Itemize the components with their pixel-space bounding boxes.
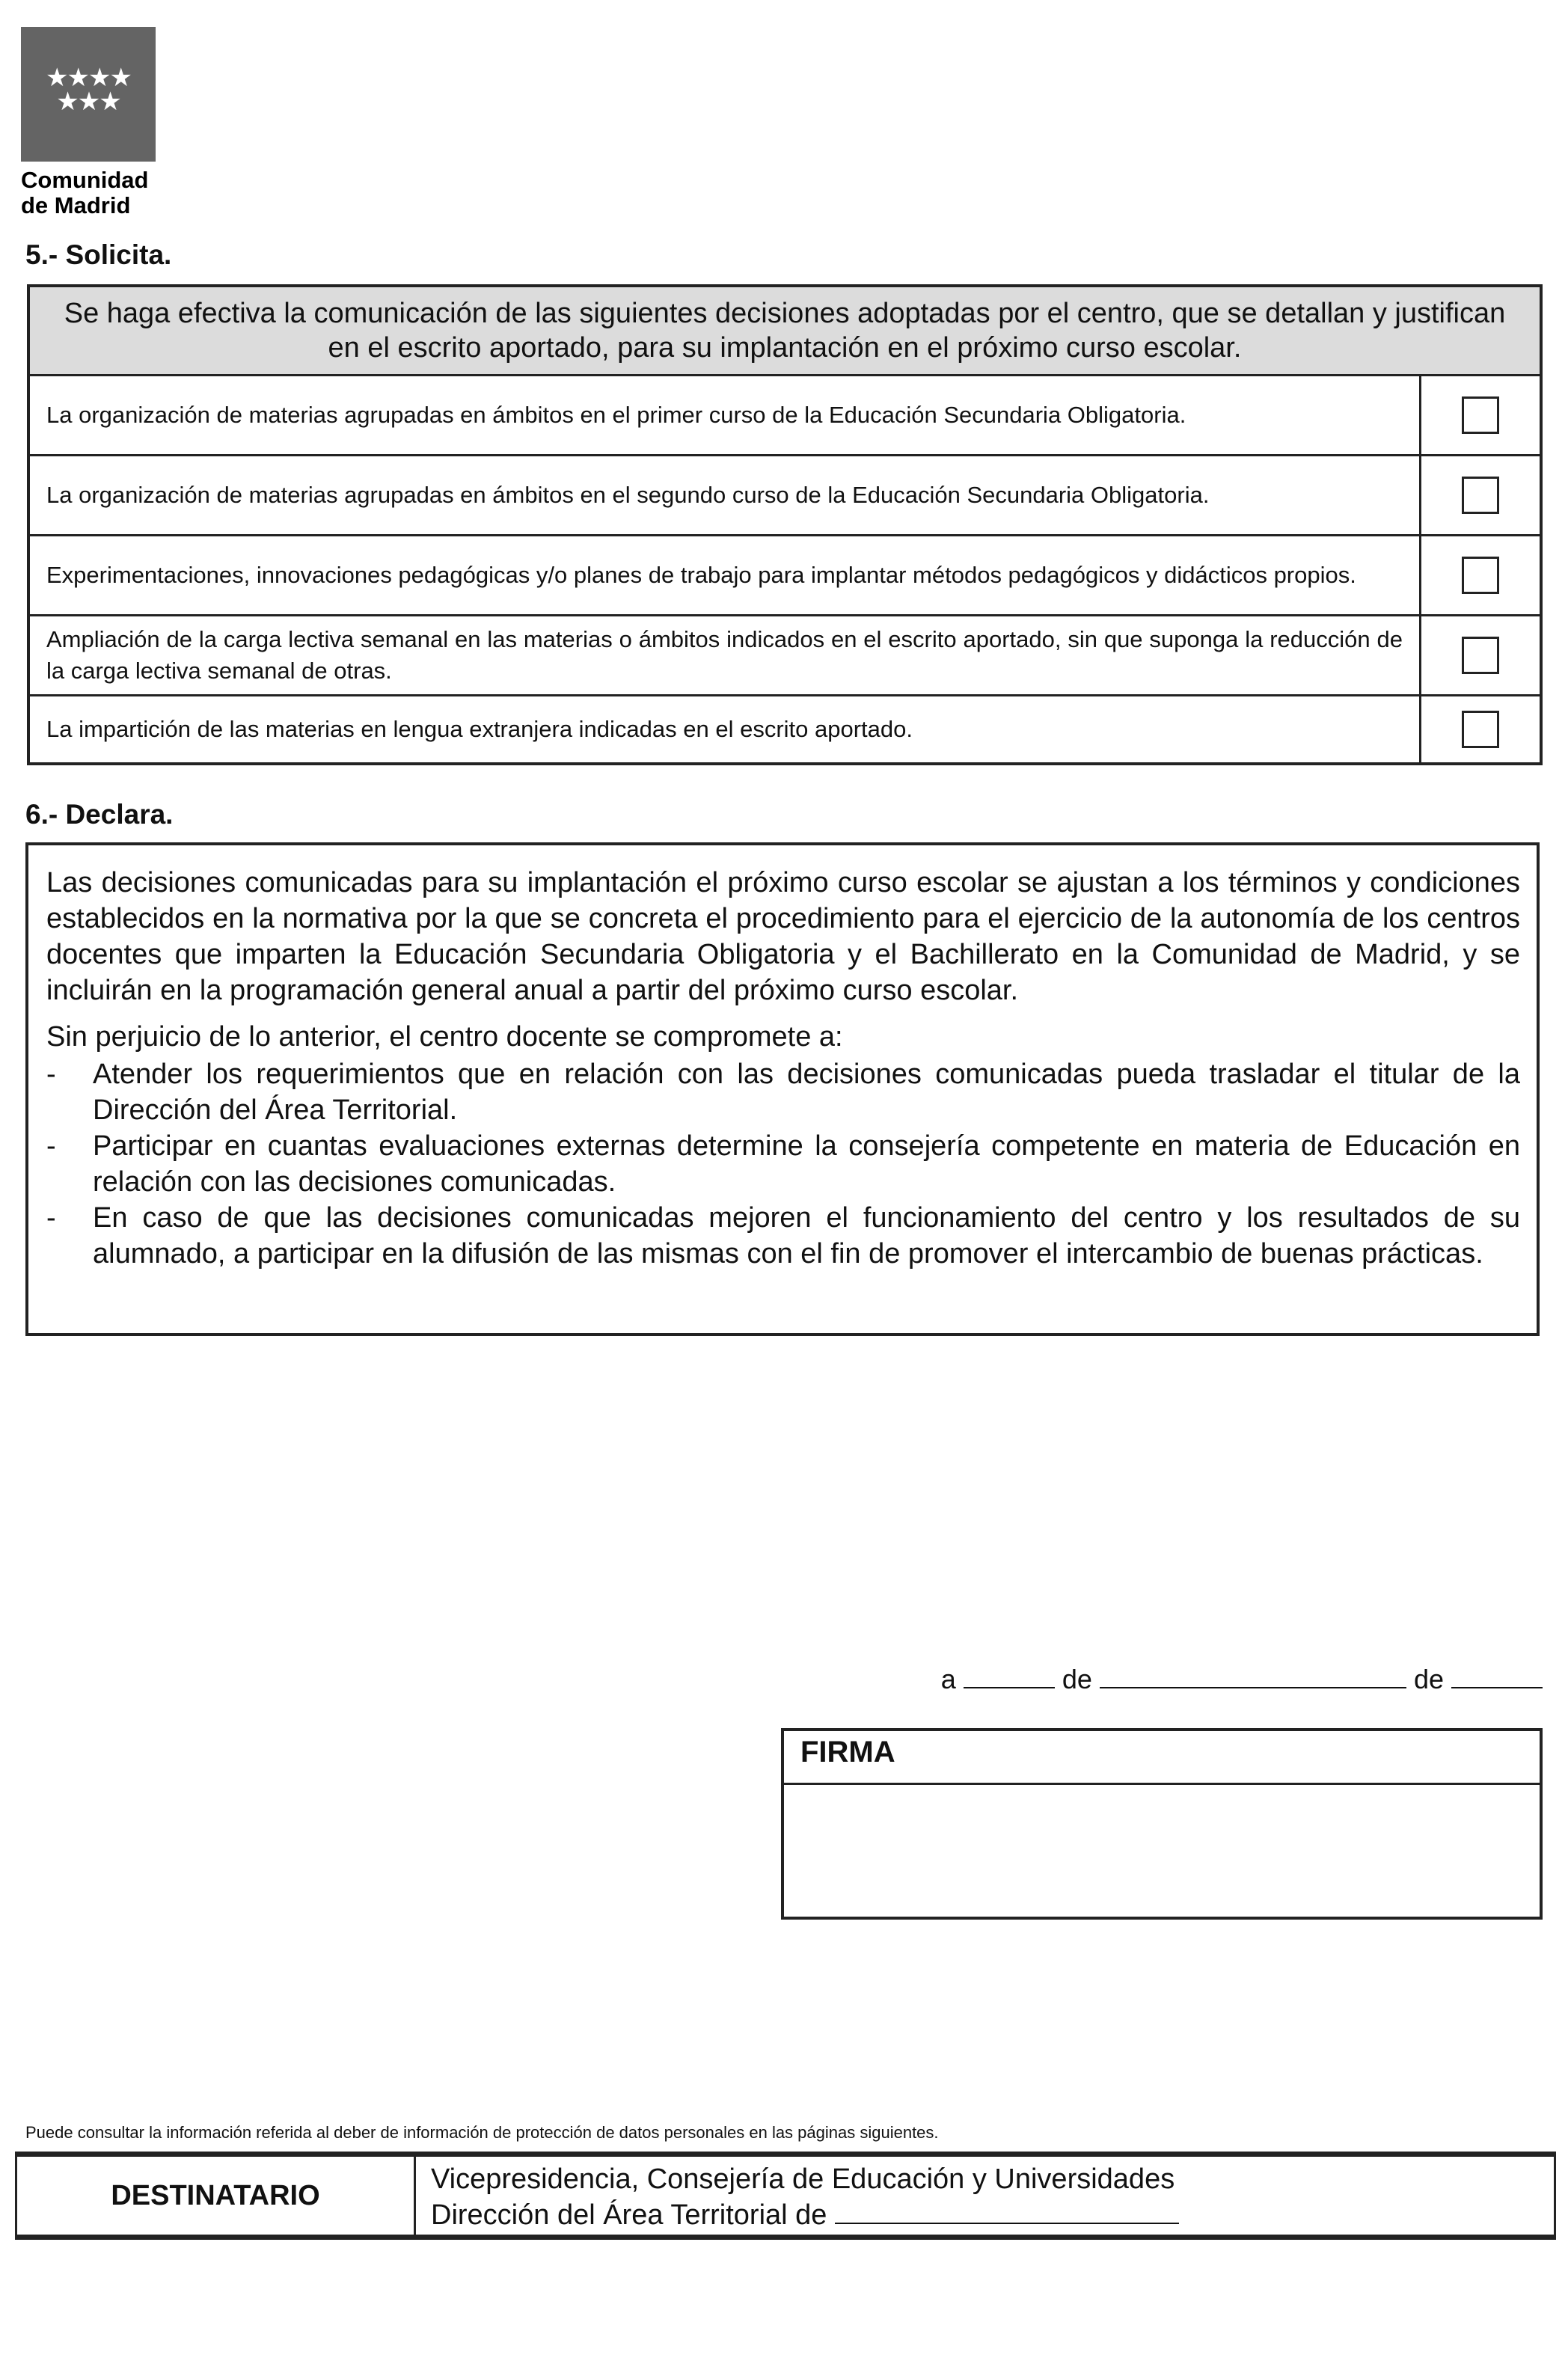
stars-icon: ★★★★ ★★★ — [46, 64, 131, 116]
signature-box[interactable] — [781, 1728, 1543, 1920]
checkbox[interactable] — [1462, 396, 1499, 434]
destinatario-value — [416, 2157, 1194, 2235]
list-item — [46, 1056, 1520, 1128]
day-field[interactable] — [964, 1666, 1055, 1688]
declara-paragraph: Las decisiones comunicadas para su implantación el próximo curso escolar se ajustan a los términos y condiciones establecidos en la normativa por la que se concreta el procedimiento para el ejercicio de la autonomía de los centros docentes que imparten la Educación Secundaria Obligatoria y el Bachillerato en la Comunidad de Madrid, y se incluirán en la programación general anual a partir del próximo curso escolar. — [46, 867, 1520, 1006]
destinatario-box — [15, 2152, 1556, 2240]
item-label: Experimentaciones, innovaciones pedagógicas y/o planes de trabajo para implantar métodos pedagógicos y didácticos propios. — [28, 536, 1421, 616]
checkbox[interactable] — [1462, 477, 1499, 514]
solicita-table — [27, 284, 1543, 765]
list-item-text: Atender los requerimientos que en relación con las decisiones comunicadas pueda trasladar el titular de la Dirección del Área Territorial. — [93, 1059, 1520, 1126]
area-territorial-field[interactable] — [835, 2202, 1179, 2224]
destinatario-line2: Dirección del Área Territorial de — [431, 2199, 827, 2231]
declara-title: 6.- Declara. — [25, 799, 174, 830]
logo-text — [21, 168, 149, 218]
list-item-text: Participar en cuantas evaluaciones externas determine la consejería competente en materia de Educación en relación con las decisiones comunicadas. — [93, 1130, 1520, 1198]
item-label: Ampliación de la carga lectiva semanal en las materias o ámbitos indicados en el escrito aportado, sin que suponga la reducción de la carga lectiva semanal de otras. — [28, 616, 1421, 696]
solicita-title: 5.- Solicita. — [25, 239, 172, 270]
checkbox[interactable] — [1462, 557, 1499, 594]
destinatario-line1: Vicepresidencia, Consejería de Educación y Universidades — [431, 2163, 1175, 2195]
checkbox[interactable] — [1462, 711, 1499, 748]
logo-line2: de Madrid — [21, 192, 131, 218]
item-label: La organización de materias agrupadas en ámbitos en el segundo curso de la Educación Secundaria Obligatoria. — [28, 456, 1421, 536]
table-row — [28, 696, 1541, 765]
checkbox[interactable] — [1462, 637, 1499, 674]
list-item — [46, 1200, 1520, 1272]
declara-paragraph: Sin perjuicio de lo anterior, el centro docente se compromete a: — [46, 1021, 843, 1053]
destinatario-label: DESTINATARIO — [17, 2157, 416, 2235]
year-field[interactable] — [1451, 1666, 1543, 1688]
date-line — [941, 1664, 1543, 1695]
logo-line1: Comunidad — [21, 167, 149, 193]
firma-label: FIRMA — [784, 1731, 1540, 1785]
table-row — [28, 616, 1541, 696]
table-row — [28, 536, 1541, 616]
list-item-text: En caso de que las decisiones comunicadas mejoren el funcionamiento del centro y los resultados de su alumnado, a participar en la difusión de las mismas con el fin de promover el intercambio de buenas prácticas. — [93, 1202, 1520, 1270]
month-field[interactable] — [1100, 1666, 1406, 1688]
date-de: de — [1062, 1664, 1092, 1694]
bullet: - — [46, 1059, 56, 1090]
bullet: - — [46, 1130, 56, 1162]
table-row — [28, 376, 1541, 456]
privacy-note: Puede consultar la información referida al deber de información de protección de datos personales en las páginas siguientes. — [25, 2123, 939, 2142]
list-item — [46, 1128, 1520, 1200]
comunidad-madrid-logo — [21, 27, 156, 162]
item-label: La impartición de las materias en lengua extranjera indicadas en el escrito aportado. — [28, 696, 1421, 765]
date-a: a — [940, 1664, 956, 1694]
declara-box — [25, 842, 1540, 1336]
item-label: La organización de materias agrupadas en ámbitos en el primer curso de la Educación Secundaria Obligatoria. — [28, 376, 1421, 456]
bullet: - — [46, 1202, 56, 1234]
table-row — [28, 456, 1541, 536]
date-de: de — [1413, 1664, 1444, 1694]
solicita-header: Se haga efectiva la comunicación de las siguientes decisiones adoptadas por el centro, que se detallan y justifican en el escrito aportado, para su implantación en el próximo curso escolar. — [28, 286, 1541, 376]
